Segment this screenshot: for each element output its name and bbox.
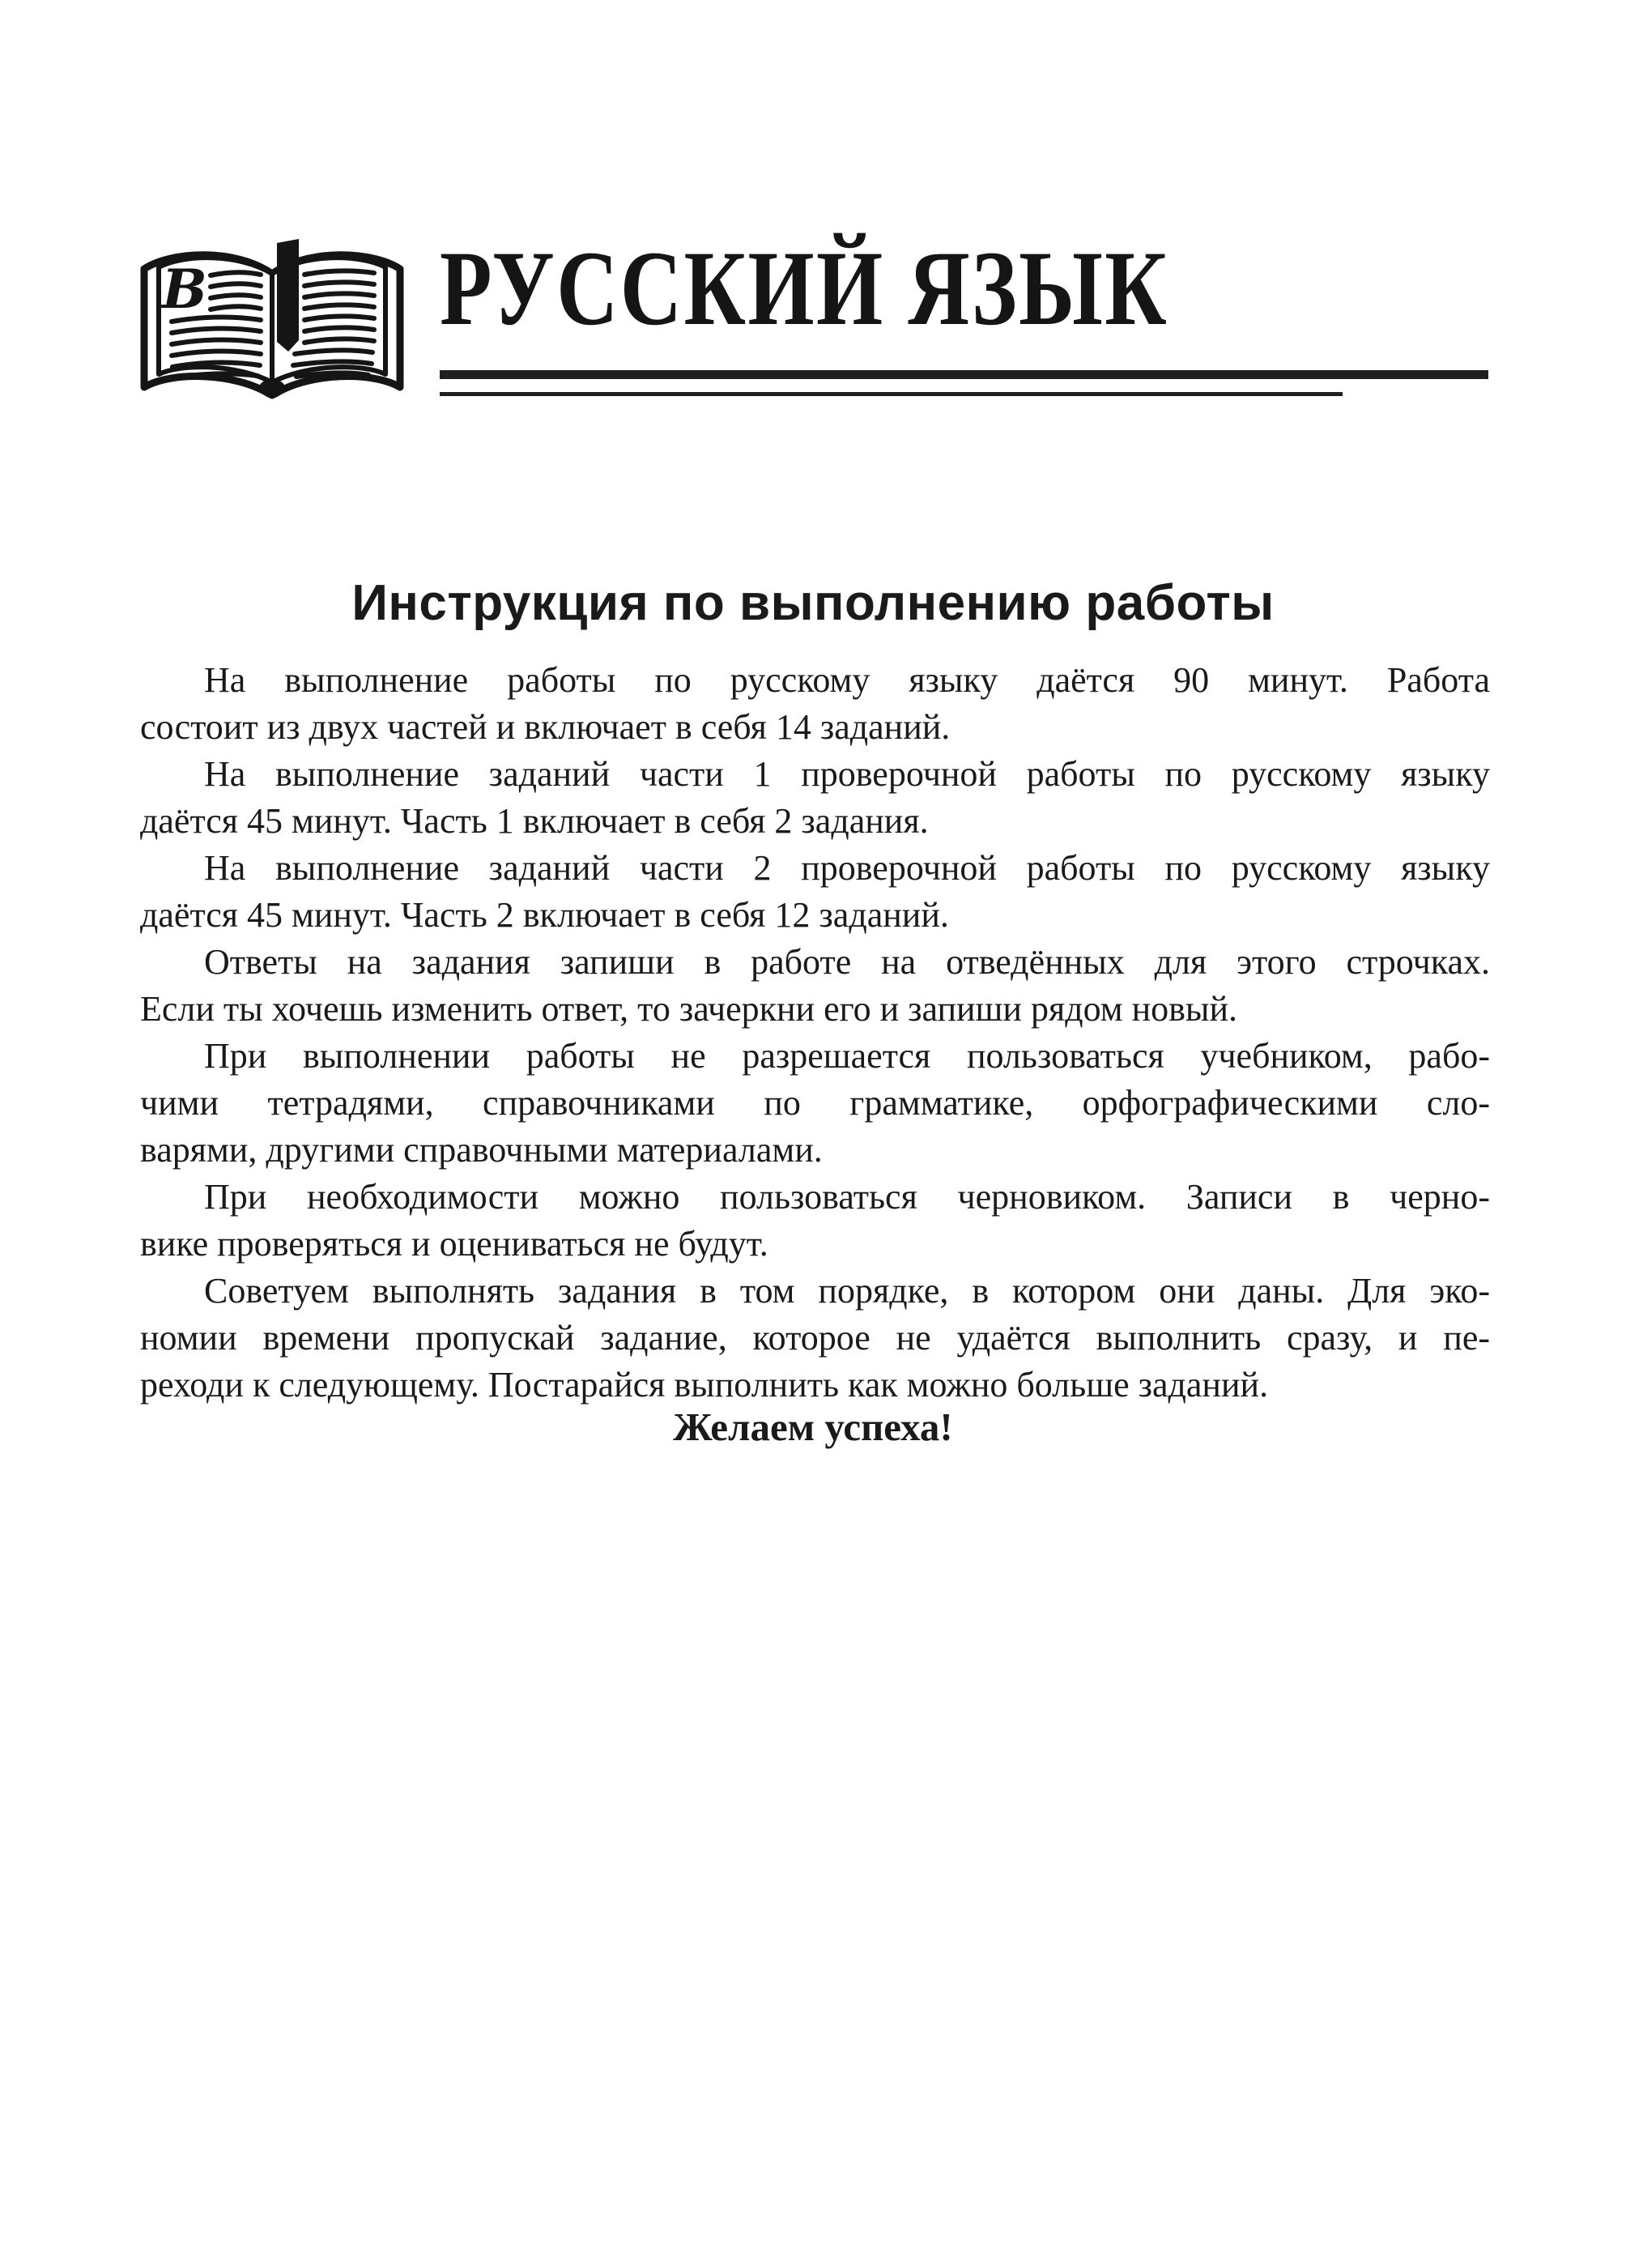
paragraph-line: состоит из двух частей и включает в себя 14 заданий. <box>140 707 951 747</box>
book-spine-fold <box>259 379 285 397</box>
paragraph-line: Ответы на задания запиши в работе на отведённых для этого строчках. <box>204 942 1490 982</box>
paragraph-line: даётся 45 минут. Часть 2 включает в себя 12 заданий. <box>140 895 949 935</box>
bookmark-ribbon <box>277 239 299 352</box>
paragraph-line: варями, другими справочными материалами. <box>140 1130 823 1170</box>
paragraph <box>140 1033 1490 1174</box>
paragraph-line: На выполнение заданий части 2 проверочной работы по русскому языку <box>204 848 1490 888</box>
paragraph <box>140 657 1490 751</box>
paragraph-line: Советуем выполнять задания в том порядке, в котором они даны. Для эко- <box>204 1271 1490 1311</box>
paragraph-line: На выполнение заданий части 1 проверочной работы по русскому языку <box>204 754 1490 794</box>
paragraph <box>140 1268 1490 1409</box>
paragraph-line: даётся 45 минут. Часть 1 включает в себя 2 задания. <box>140 801 929 841</box>
paragraph-line: Если ты хочешь изменить ответ, то зачеркни его и запиши рядом новый. <box>140 989 1238 1029</box>
paragraph-line: При выполнении работы не разрешается пользоваться учебником, рабо- <box>204 1036 1490 1076</box>
paragraph-line: При необходимости можно пользоваться черновиком. Записи в черно- <box>204 1177 1490 1217</box>
paragraph <box>140 1174 1490 1268</box>
book-initial-letter: В <box>162 258 207 321</box>
paragraph-line: вике проверяться и оцениваться не будут. <box>140 1224 768 1264</box>
instruction-paragraphs <box>140 657 1490 1409</box>
open-book-icon <box>134 228 410 410</box>
masthead-rule-thin <box>440 392 1343 396</box>
paragraph-line: На выполнение работы по русскому языку даётся 90 минут. Работа <box>204 660 1490 700</box>
paragraph-line: номии времени пропускай задание, которое не удаётся выполнить сразу, и пе- <box>140 1318 1490 1358</box>
paragraph <box>140 939 1490 1033</box>
paragraph-line: реходи к следующему. Постарайся выполнить как можно больше заданий. <box>140 1365 1269 1405</box>
paragraph <box>140 751 1490 845</box>
instruction-heading: Инструкция по выполнению работы <box>351 574 1275 631</box>
paragraph <box>140 845 1490 939</box>
paragraph-line: чими тетрадями, справочниками по грамматике, орфографическими сло- <box>140 1083 1490 1123</box>
subject-title: РУССКИЙ ЯЗЫК <box>440 228 1169 347</box>
masthead-rule-thick <box>440 370 1488 379</box>
closing-wish: Желаем успеха! <box>673 1405 953 1449</box>
